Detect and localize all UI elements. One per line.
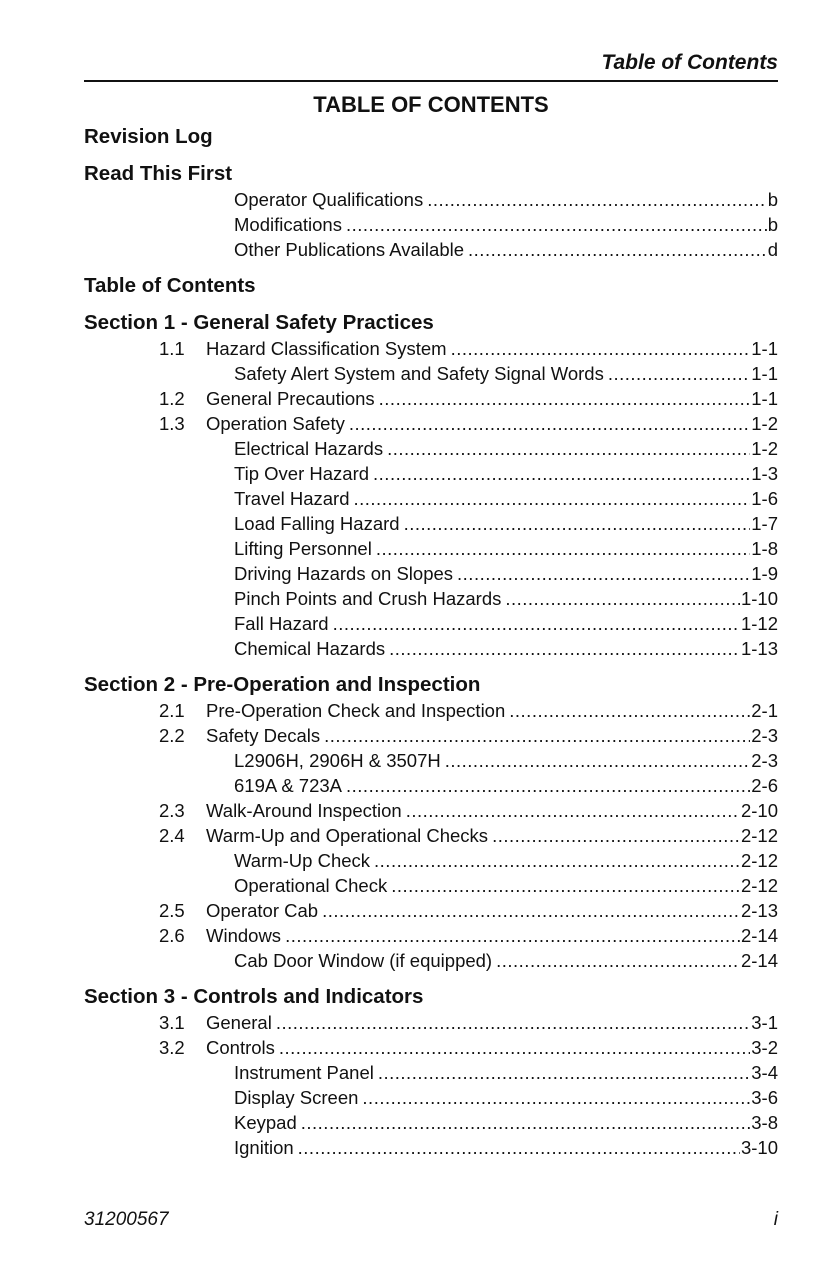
toc-entry-page: 2-1 [751, 700, 778, 721]
toc-entry-page: 1-12 [740, 613, 778, 634]
toc-entry-title: Keypad [234, 1112, 297, 1133]
dot-leader [387, 436, 750, 461]
toc-entry [84, 361, 778, 386]
dot-leader [322, 898, 740, 923]
dot-leader [427, 187, 767, 212]
toc-entry-page: b [767, 189, 778, 210]
toc-entry-page: 1-10 [740, 588, 778, 609]
toc-entry [84, 386, 778, 411]
toc-entry [84, 948, 778, 973]
toc-entry-number: 2.5 [159, 900, 185, 921]
toc-entry [84, 1110, 778, 1135]
toc-entry-page: 2-12 [740, 850, 778, 871]
toc-entry-page: d [767, 239, 778, 260]
toc-entry-page: 1-7 [751, 513, 778, 534]
toc-entry-title: Pre-Operation Check and Inspection [206, 700, 506, 721]
toc-entry-title: General [206, 1012, 272, 1033]
dot-leader [378, 1060, 750, 1085]
toc-entry-title: Controls [206, 1037, 275, 1058]
dot-leader [346, 773, 750, 798]
toc-entry-page: 1-9 [751, 563, 778, 584]
toc-entry-number: 1.1 [159, 338, 185, 359]
dot-leader [468, 237, 767, 262]
toc-entry-page: 2-13 [740, 900, 778, 921]
dot-leader [333, 611, 740, 636]
toc-entry-number: 2.2 [159, 725, 185, 746]
dot-leader [301, 1110, 751, 1135]
toc-entry [84, 723, 778, 748]
dot-leader [505, 586, 740, 611]
toc-entry-number: 3.2 [159, 1037, 185, 1058]
toc-entry [84, 848, 778, 873]
toc-entry [84, 237, 778, 262]
toc-entry-title: Walk-Around Inspection [206, 800, 402, 821]
dot-leader [376, 536, 750, 561]
toc-entry-page: 2-12 [740, 825, 778, 846]
toc-entry-page: 3-10 [740, 1137, 778, 1158]
toc-entry [84, 511, 778, 536]
dot-leader [608, 361, 750, 386]
toc-entry-title: Safety Decals [206, 725, 321, 746]
toc-entry-number: 1.2 [159, 388, 185, 409]
toc-entry-page: 1-2 [751, 413, 778, 434]
toc-entry [84, 923, 778, 948]
dot-leader [451, 336, 751, 361]
toc-entry [84, 187, 778, 212]
toc-entry-page: 2-10 [740, 800, 778, 821]
toc-entry-page: 1-6 [751, 488, 778, 509]
toc-entry-title: Windows [206, 925, 282, 946]
dot-leader [406, 798, 740, 823]
dot-leader [389, 636, 740, 661]
toc-entry-page: 1-13 [740, 638, 778, 659]
toc-entry-number: 1.3 [159, 413, 185, 434]
toc-section-heading: Section 2 - Pre-Operation and Inspection [84, 673, 481, 696]
toc-entry-title: Hazard Classification System [206, 338, 447, 359]
toc-entry-page: 2-14 [740, 950, 778, 971]
toc-entry [84, 1060, 778, 1085]
toc-entry-title: General Precautions [206, 388, 375, 409]
toc-entry [84, 748, 778, 773]
toc-entry [84, 636, 778, 661]
toc-entry-number: 2.4 [159, 825, 185, 846]
dot-leader [354, 486, 751, 511]
toc-entry [84, 1035, 778, 1060]
dot-leader [379, 386, 751, 411]
dot-leader [276, 1010, 750, 1035]
toc-entry-page: 3-1 [751, 1012, 778, 1033]
toc-entry-page: b [767, 214, 778, 235]
dot-leader [373, 461, 750, 486]
toc-entry-title: Tip Over Hazard [234, 463, 370, 484]
toc-entry-title: Driving Hazards on Slopes [234, 563, 454, 584]
toc-entry-page: 2-14 [740, 925, 778, 946]
toc-entry-title: Warm-Up Check [234, 850, 371, 871]
toc-entry-title: Electrical Hazards [234, 438, 384, 459]
toc-entry-title: Warm-Up and Operational Checks [206, 825, 489, 846]
dot-leader [324, 723, 750, 748]
toc-entry [84, 336, 778, 361]
toc-entry-title: Operator Qualifications [234, 189, 424, 210]
toc-entry-number: 2.3 [159, 800, 185, 821]
dot-leader [346, 212, 767, 237]
dot-leader [298, 1135, 740, 1160]
toc-entry-title: Operational Check [234, 875, 388, 896]
toc-section-heading: Section 1 - General Safety Practices [84, 311, 434, 334]
running-header: Table of Contents [601, 51, 778, 74]
toc-entry-title: Operation Safety [206, 413, 345, 434]
dot-leader [457, 561, 750, 586]
dot-leader [492, 823, 740, 848]
toc-entry [84, 611, 778, 636]
toc-entry-title: Ignition [234, 1137, 294, 1158]
toc-entry-title: Other Publications Available [234, 239, 465, 260]
toc-entry [84, 823, 778, 848]
toc-entry-title: Load Falling Hazard [234, 513, 400, 534]
toc-entry-page: 2-3 [751, 725, 778, 746]
toc-entry [84, 698, 778, 723]
page-title: TABLE OF CONTENTS [313, 92, 549, 117]
toc-entry-title: Pinch Points and Crush Hazards [234, 588, 502, 609]
toc-entry [84, 561, 778, 586]
page-number: i [773, 1209, 778, 1230]
toc-entry [84, 411, 778, 436]
toc-entry [84, 798, 778, 823]
toc-section-heading: Revision Log [84, 125, 213, 148]
dot-leader [279, 1035, 750, 1060]
toc-entry-title: Chemical Hazards [234, 638, 386, 659]
dot-leader [374, 848, 740, 873]
dot-leader [391, 873, 740, 898]
toc-section-heading: Section 3 - Controls and Indicators [84, 985, 424, 1008]
toc-entry-title: Instrument Panel [234, 1062, 374, 1083]
dot-leader [445, 748, 751, 773]
toc-entry [84, 898, 778, 923]
toc-entry-title: Travel Hazard [234, 488, 350, 509]
toc-entry-page: 2-6 [751, 775, 778, 796]
toc-entry-number: 2.6 [159, 925, 185, 946]
dot-leader [404, 511, 751, 536]
toc-entry-title: Display Screen [234, 1087, 359, 1108]
toc-entry-page: 1-1 [751, 363, 778, 384]
toc-entry-number: 2.1 [159, 700, 185, 721]
toc-entry [84, 436, 778, 461]
toc-entry-number: 3.1 [159, 1012, 185, 1033]
toc-entry-title: L2906H, 2906H & 3507H [234, 750, 441, 771]
toc-entry [84, 212, 778, 237]
dot-leader [496, 948, 740, 973]
dot-leader [509, 698, 750, 723]
toc-entry-page: 1-3 [751, 463, 778, 484]
toc-entry-title: Lifting Personnel [234, 538, 372, 559]
toc-section-heading: Table of Contents [84, 274, 256, 297]
toc-entry-title: Safety Alert System and Safety Signal Words [234, 363, 604, 384]
dot-leader [362, 1085, 750, 1110]
toc-entry-page: 3-8 [751, 1112, 778, 1133]
toc-entry-title: Fall Hazard [234, 613, 329, 634]
toc-entry-title: Modifications [234, 214, 342, 235]
toc-entry-page: 1-8 [751, 538, 778, 559]
toc-entry-page: 3-2 [751, 1037, 778, 1058]
toc-entry-page: 1-1 [751, 338, 778, 359]
dot-leader [285, 923, 740, 948]
toc-entry-page: 3-6 [751, 1087, 778, 1108]
toc-entry-page: 1-1 [751, 388, 778, 409]
dot-leader [349, 411, 750, 436]
toc-entry-page: 2-12 [740, 875, 778, 896]
toc-entry-title: Operator Cab [206, 900, 319, 921]
toc-entry-title: Cab Door Window (if equipped) [234, 950, 493, 971]
toc-entry [84, 586, 778, 611]
toc-entry [84, 873, 778, 898]
header-divider [84, 80, 778, 82]
toc-entry-page: 3-4 [751, 1062, 778, 1083]
toc-entry [84, 773, 778, 798]
document-number: 31200567 [84, 1209, 169, 1230]
table-of-contents [84, 124, 778, 1160]
toc-entry-page: 2-3 [751, 750, 778, 771]
toc-entry [84, 536, 778, 561]
toc-entry [84, 1085, 778, 1110]
toc-entry [84, 486, 778, 511]
toc-section-heading: Read This First [84, 162, 233, 185]
toc-entry-title: 619A & 723A [234, 775, 343, 796]
toc-entry [84, 1010, 778, 1035]
toc-entry-page: 1-2 [751, 438, 778, 459]
toc-entry [84, 461, 778, 486]
toc-entry [84, 1135, 778, 1160]
